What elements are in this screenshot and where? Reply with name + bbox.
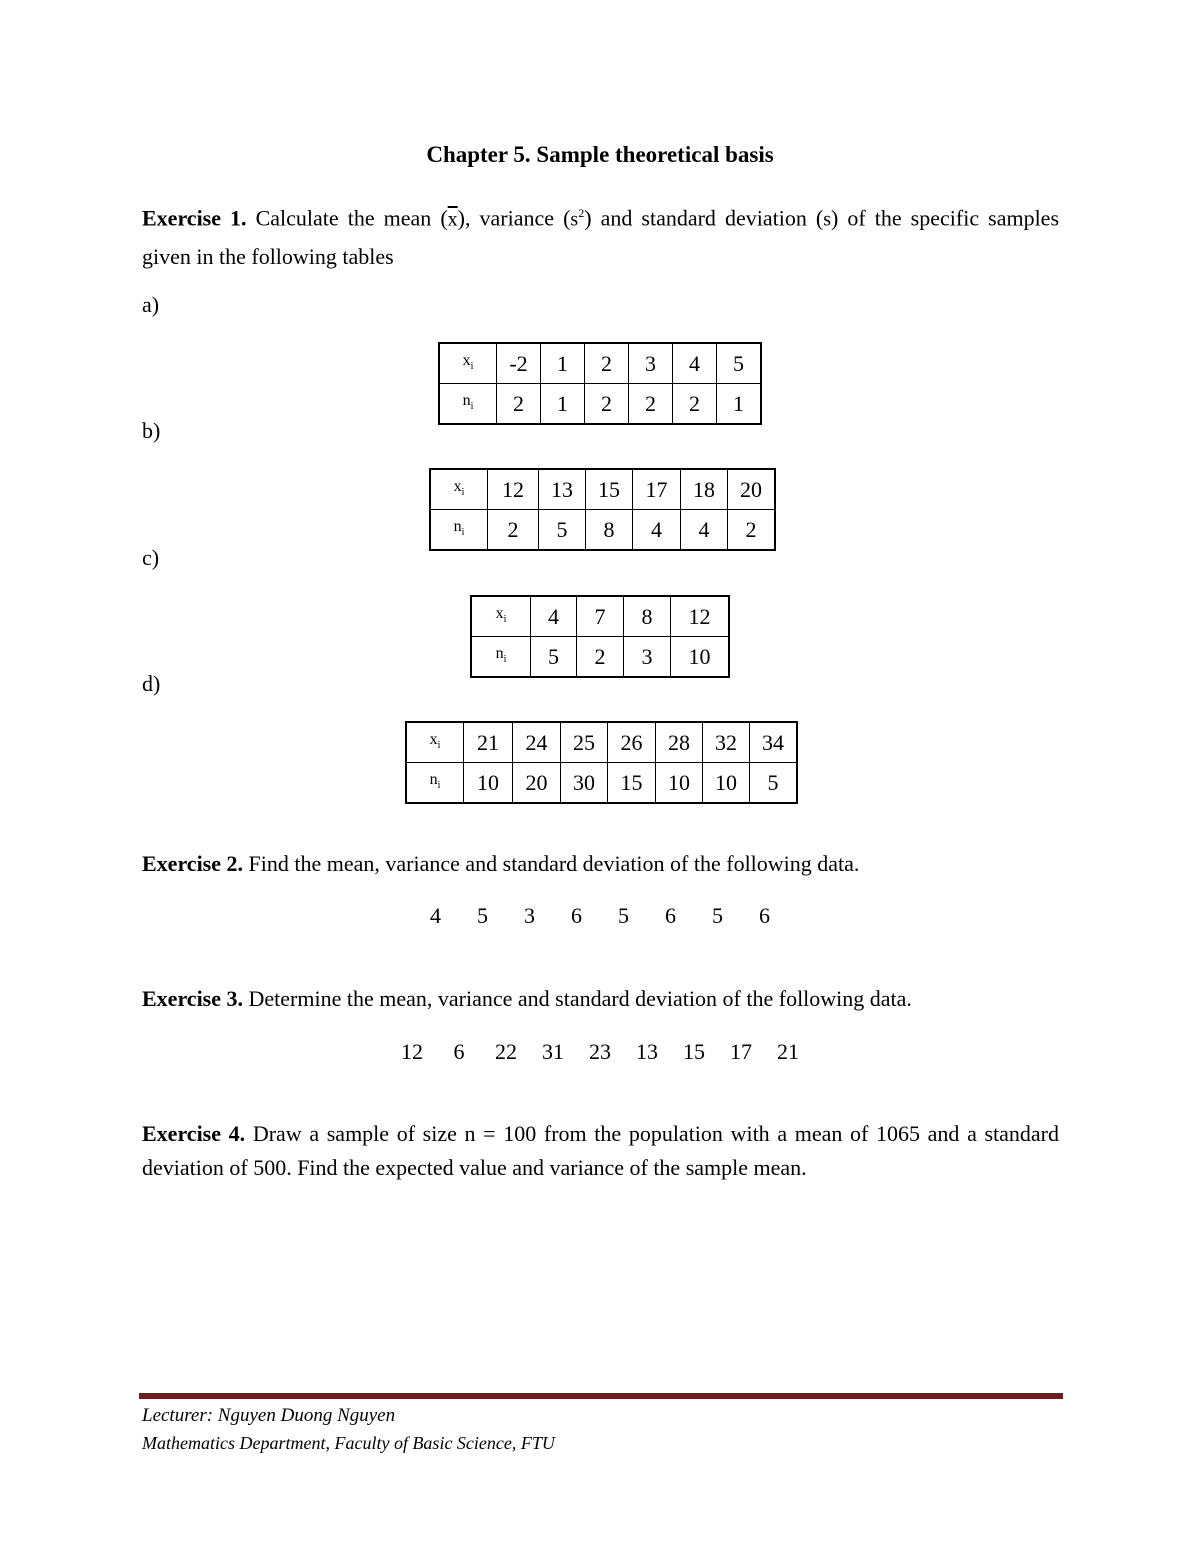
- data-value: 12: [401, 1039, 423, 1064]
- table-row-n: [439, 384, 761, 425]
- table-cell-n: 10: [703, 763, 750, 804]
- table-cell-n: 3: [624, 637, 671, 678]
- exercise-3-label: Exercise 3.: [142, 986, 244, 1011]
- data-value: 4: [430, 903, 441, 928]
- table-b-label: b): [142, 418, 161, 443]
- row-header-subscript: i: [470, 361, 474, 373]
- exercise-1-text-part: Calculate the mean (: [246, 205, 448, 231]
- data-value: 22: [495, 1039, 517, 1064]
- table-cell-n: 5: [539, 510, 586, 551]
- row-header-ni: [406, 763, 464, 804]
- frequency-table-a: [438, 342, 762, 425]
- table-cell-n: 30: [561, 763, 608, 804]
- table-cell-n: 4: [633, 510, 681, 551]
- row-header-symbol: x: [495, 605, 504, 622]
- data-value: 5: [618, 903, 629, 928]
- table-cell-x: -2: [497, 343, 541, 384]
- row-header-subscript: i: [470, 401, 474, 413]
- exercise-2-text: [142, 845, 1059, 882]
- table-cell-x: 12: [488, 469, 539, 510]
- table-cell-n: 10: [464, 763, 513, 804]
- data-value: 23: [589, 1039, 611, 1064]
- footer-lecturer: Lecturer: Nguyen Duong Nguyen: [142, 1405, 396, 1426]
- table-cell-n: 10: [671, 637, 730, 678]
- row-header-subscript: i: [437, 780, 441, 792]
- exercise-2-question: Find the mean, variance and standard deviation of the following data.: [243, 851, 860, 876]
- row-header-ni: [439, 384, 497, 425]
- row-header-subscript: i: [437, 740, 441, 752]
- row-header-xi: [439, 343, 497, 384]
- frequency-table-c: [470, 595, 730, 678]
- row-header-subscript: i: [503, 614, 507, 626]
- frequency-table-b: [429, 468, 776, 551]
- row-header-xi: [430, 469, 488, 510]
- exercise-4-text: [142, 1117, 1059, 1185]
- table-c-label: c): [142, 545, 160, 570]
- table-row-x: [439, 343, 761, 384]
- page-title: Chapter 5. Sample theoretical basis: [426, 142, 774, 167]
- data-value: 6: [665, 903, 676, 928]
- exercise-4-question: Draw a sample of size n = 100 from the population with a mean of 1065 and a standard deviation of 500. Find the expected value and variance of the sample mean.: [142, 1121, 1060, 1180]
- footer-department: Mathematics Department, Faculty of Basic Science, FTU: [142, 1433, 555, 1453]
- table-cell-x: 4: [673, 343, 717, 384]
- exercise-1-text-part: ) of the specific samples given in the following tables: [142, 205, 1060, 270]
- table-cell-n: 2: [673, 384, 717, 425]
- data-value: 15: [683, 1039, 705, 1064]
- table-cell-x: 25: [561, 722, 608, 763]
- sd-symbol: s: [823, 208, 832, 231]
- table-cell-n: 1: [717, 384, 762, 425]
- table-cell-n: 2: [497, 384, 541, 425]
- table-cell-n: 5: [531, 637, 577, 678]
- table-cell-x: 26: [608, 722, 656, 763]
- row-header-symbol: x: [453, 478, 462, 495]
- exercise-1-text-part: ) and standard deviation (: [584, 205, 824, 231]
- exercise-3-question: Determine the mean, variance and standard deviation of the following data.: [243, 986, 912, 1011]
- table-cell-x: 7: [577, 596, 624, 637]
- exercise-2-data: [0, 903, 1200, 929]
- row-header-symbol: n: [429, 771, 438, 789]
- data-value: 5: [477, 903, 488, 928]
- row-header-symbol: n: [453, 518, 462, 536]
- table-cell-x: 12: [671, 596, 730, 637]
- footer-divider: [139, 1393, 1063, 1399]
- table-cell-n: 4: [681, 510, 728, 551]
- exercise-3-text: [142, 980, 1059, 1017]
- table-cell-n: 2: [488, 510, 539, 551]
- row-header-subscript: i: [461, 527, 465, 539]
- data-value: 5: [712, 903, 723, 928]
- table-cell-n: 15: [608, 763, 656, 804]
- exercise-3-data: [0, 1039, 1200, 1065]
- table-cell-x: 3: [629, 343, 673, 384]
- table-a-label: a): [142, 292, 160, 317]
- row-header-symbol: x: [429, 731, 438, 748]
- table-cell-n: 2: [585, 384, 629, 425]
- table-cell-x: 21: [464, 722, 513, 763]
- table-row-x: [471, 596, 729, 637]
- table-d-label: d): [142, 671, 161, 696]
- row-header-xi: [406, 722, 464, 763]
- data-value: 21: [777, 1039, 799, 1064]
- table-cell-n: 2: [577, 637, 624, 678]
- row-header-symbol: n: [495, 645, 504, 663]
- frequency-table-d: [405, 721, 798, 804]
- table-cell-n: 5: [750, 763, 798, 804]
- row-header-subscript: i: [461, 487, 465, 499]
- table-cell-n: 2: [629, 384, 673, 425]
- table-cell-x: 8: [624, 596, 671, 637]
- exercise-1-text: [142, 195, 1059, 275]
- data-value: 6: [453, 1039, 465, 1064]
- table-cell-x: 13: [539, 469, 586, 510]
- table-cell-x: 34: [750, 722, 798, 763]
- row-header-symbol: n: [462, 392, 471, 410]
- row-header-symbol: x: [462, 352, 471, 369]
- table-cell-x: 5: [717, 343, 762, 384]
- table-cell-n: 20: [513, 763, 561, 804]
- data-value: 13: [636, 1039, 658, 1064]
- table-row-n: [471, 637, 729, 678]
- variance-symbol: s: [570, 208, 579, 231]
- row-header-ni: [471, 637, 531, 678]
- row-header-xi: [471, 596, 531, 637]
- table-row-x: [406, 722, 797, 763]
- data-value: 6: [571, 903, 582, 928]
- exercise-2-label: Exercise 2.: [142, 851, 244, 876]
- table-cell-x: 1: [541, 343, 585, 384]
- table-row-x: [430, 469, 775, 510]
- table-cell-x: 4: [531, 596, 577, 637]
- table-cell-n: 2: [728, 510, 776, 551]
- table-cell-x: 20: [728, 469, 776, 510]
- table-cell-n: 1: [541, 384, 585, 425]
- table-row-n: [406, 763, 797, 804]
- table-cell-x: 28: [656, 722, 703, 763]
- exercise-4-label: Exercise 4.: [142, 1121, 246, 1146]
- table-cell-x: 2: [585, 343, 629, 384]
- exercise-1-text-part: ), variance (: [457, 205, 571, 231]
- table-cell-x: 17: [633, 469, 681, 510]
- mean-symbol: $\overline{x}$: [447, 208, 458, 231]
- table-cell-x: 15: [586, 469, 633, 510]
- table-row-n: [430, 510, 775, 551]
- data-value: 6: [759, 903, 770, 928]
- exercise-1-label: Exercise 1.: [142, 205, 247, 231]
- table-cell-x: 18: [681, 469, 728, 510]
- data-value: 3: [524, 903, 535, 928]
- table-cell-n: 10: [656, 763, 703, 804]
- variance-exponent: 2: [578, 206, 585, 220]
- table-cell-x: 24: [513, 722, 561, 763]
- data-value: 17: [730, 1039, 752, 1064]
- table-cell-x: 32: [703, 722, 750, 763]
- data-value: 31: [542, 1039, 564, 1064]
- row-header-ni: [430, 510, 488, 551]
- table-cell-n: 8: [586, 510, 633, 551]
- row-header-subscript: i: [503, 654, 507, 666]
